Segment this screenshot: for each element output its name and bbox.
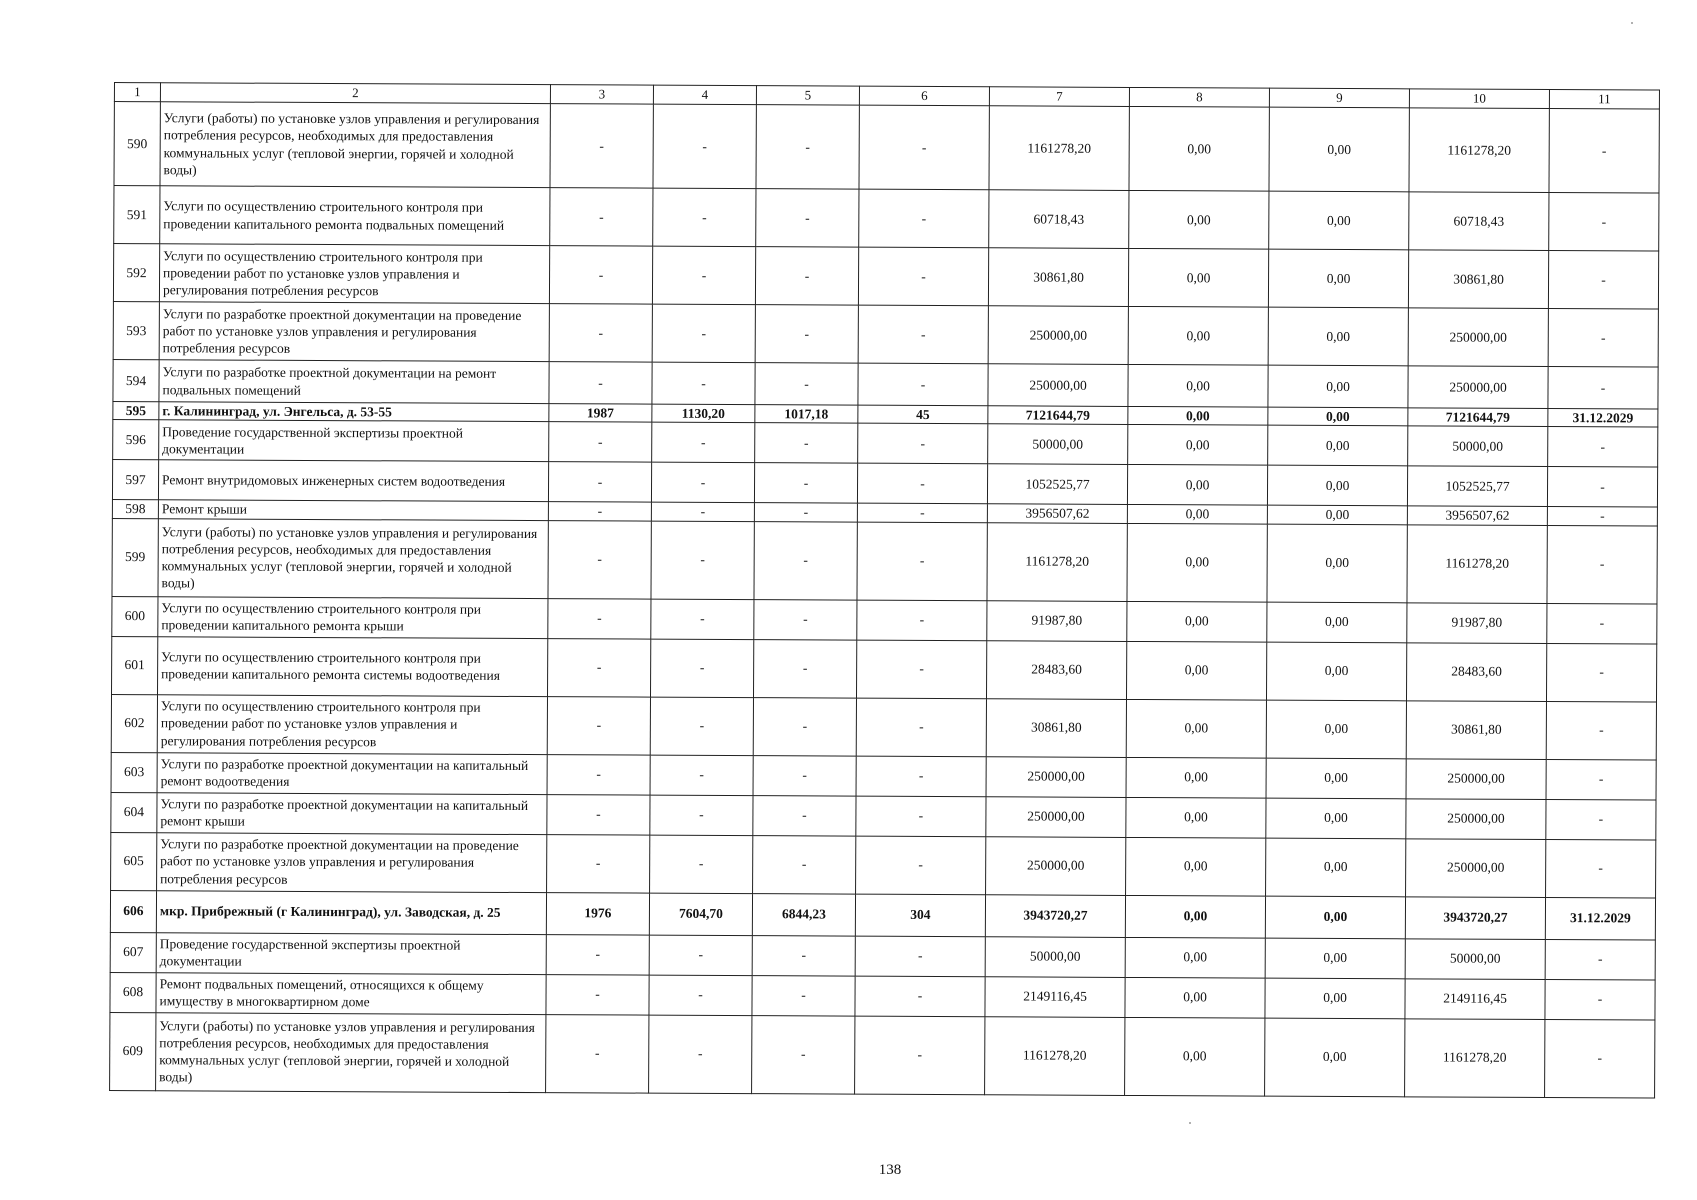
- cell-col-10: 1161278,20: [1409, 108, 1549, 193]
- cell-col-4: -: [651, 462, 754, 503]
- cell-col-11: -: [1546, 839, 1656, 898]
- cell-col-10: 1052525,77: [1407, 466, 1547, 507]
- cell-col-6: 304: [855, 894, 985, 937]
- cell-col-8: 0,00: [1126, 757, 1266, 798]
- cell-col-5: -: [753, 755, 856, 796]
- cell-col-11: -: [1549, 193, 1659, 252]
- cell-col-8: 0,00: [1125, 1017, 1265, 1096]
- cell-col-6: -: [857, 600, 987, 641]
- cell-col-5: 1017,18: [755, 405, 858, 424]
- table-row: [112, 518, 1657, 604]
- header-col-7: 7: [989, 87, 1129, 107]
- work-description: Ремонт внутридомовых инженерных систем водоотведения: [158, 460, 548, 502]
- cell-col-11: -: [1548, 309, 1658, 368]
- cell-col-4: -: [650, 795, 753, 836]
- table-row: [114, 102, 1659, 194]
- cell-col-11: -: [1545, 939, 1655, 980]
- cell-col-5: -: [752, 935, 855, 976]
- row-number: 590: [114, 102, 160, 186]
- cell-col-7: 250000,00: [988, 364, 1128, 407]
- cell-col-9: 0,00: [1268, 365, 1408, 408]
- cell-col-11: -: [1548, 251, 1658, 310]
- cell-col-9: 0,00: [1267, 524, 1407, 603]
- cell-col-8: 0,00: [1128, 248, 1268, 307]
- address-row: [110, 890, 1655, 940]
- cell-col-11: -: [1546, 799, 1656, 840]
- cell-col-9: 0,00: [1266, 642, 1406, 701]
- cell-col-9: 0,00: [1265, 978, 1405, 1019]
- cell-col-4: -: [649, 935, 752, 976]
- cell-col-11: -: [1546, 759, 1656, 800]
- cell-col-8: 0,00: [1128, 425, 1268, 466]
- cell-col-11: -: [1548, 367, 1658, 410]
- row-number: 600: [112, 596, 158, 636]
- row-number: 593: [113, 301, 159, 359]
- cell-col-7: 1052525,77: [987, 464, 1127, 505]
- cell-col-10: 30861,80: [1408, 250, 1548, 309]
- cell-col-4: 7604,70: [649, 893, 752, 936]
- cell-col-8: 0,00: [1126, 837, 1266, 896]
- table-body: [110, 102, 1660, 1098]
- cell-col-7: 7121644,79: [988, 406, 1128, 425]
- row-number: 595: [113, 401, 159, 419]
- cell-col-3: -: [547, 754, 650, 795]
- cell-col-6: -: [858, 363, 988, 406]
- work-description: Услуги по осуществлению строительного контроля при проведении работ по установке узлов управления и регулирования потребления ресурсов: [157, 694, 547, 754]
- work-description: Услуги по разработке проектной документации на капитальный ремонт водоотведения: [157, 752, 547, 794]
- cell-col-4: -: [651, 639, 754, 698]
- cell-col-11: -: [1545, 1019, 1655, 1098]
- row-number: 597: [112, 460, 158, 500]
- cell-col-7: 1161278,20: [985, 1016, 1125, 1095]
- cell-col-8: 0,00: [1126, 699, 1266, 758]
- cell-col-3: -: [550, 188, 653, 247]
- row-number: 596: [113, 420, 159, 460]
- cell-col-5: -: [755, 423, 858, 464]
- row-number: 599: [112, 518, 158, 596]
- work-description: Проведение государственной экспертизы проектной документации: [156, 932, 546, 974]
- cell-col-6: -: [859, 189, 989, 248]
- table-row: [113, 359, 1658, 409]
- table-row: [111, 694, 1656, 760]
- cell-col-5: -: [752, 975, 855, 1016]
- work-description: Услуги по осуществлению строительного контроля при проведении капитального ремонта системы водоотведения: [158, 636, 548, 696]
- cell-col-4: -: [651, 502, 754, 521]
- cell-col-4: -: [650, 755, 753, 796]
- cell-col-8: 0,00: [1125, 895, 1265, 938]
- cell-col-3: -: [550, 104, 653, 189]
- cell-col-3: -: [548, 520, 651, 599]
- work-description: г. Калининград, ул. Энгельса, д. 53-55: [159, 402, 549, 422]
- cell-col-3: -: [546, 934, 649, 975]
- cell-col-7: 250000,00: [986, 796, 1126, 837]
- cell-col-9: 0,00: [1268, 249, 1408, 308]
- cell-col-10: 250000,00: [1408, 308, 1548, 367]
- cell-col-6: 45: [858, 405, 988, 424]
- cell-col-3: 1987: [549, 404, 652, 423]
- cell-col-8: 0,00: [1127, 465, 1267, 506]
- cell-col-3: -: [547, 834, 650, 893]
- cell-col-4: 1130,20: [652, 404, 755, 423]
- cell-col-11: -: [1549, 109, 1659, 194]
- cell-col-8: 0,00: [1126, 641, 1266, 700]
- cell-col-7: 60718,43: [989, 190, 1129, 249]
- cell-col-5: -: [755, 247, 858, 306]
- header-col-2: 2: [160, 83, 550, 104]
- cell-col-8: 0,00: [1129, 106, 1269, 191]
- cell-col-4: -: [652, 422, 755, 463]
- cell-col-6: -: [855, 1016, 985, 1095]
- scan-speck: [1631, 22, 1633, 24]
- work-description: Услуги по осуществлению строительного контроля при проведении капитального ремонта крыши: [158, 596, 548, 638]
- row-number: 607: [110, 932, 156, 972]
- cell-col-6: -: [857, 522, 987, 601]
- cell-col-5: -: [756, 105, 859, 190]
- cell-col-4: -: [652, 304, 755, 363]
- row-number: 602: [111, 694, 157, 752]
- cell-col-10: 3956507,62: [1407, 506, 1547, 525]
- cell-col-5: -: [754, 463, 857, 504]
- cell-col-9: 0,00: [1267, 465, 1407, 506]
- cell-col-10: 50000,00: [1405, 938, 1545, 979]
- cell-col-5: -: [754, 521, 857, 600]
- work-description: Проведение государственной экспертизы проектной документации: [159, 420, 549, 462]
- cell-col-4: -: [651, 599, 754, 640]
- cell-col-5: -: [754, 639, 857, 698]
- cell-col-5: -: [753, 795, 856, 836]
- cell-col-3: -: [549, 362, 652, 405]
- header-col-4: 4: [653, 85, 756, 105]
- work-description: Ремонт подвальных помещений, относящихся к общему имуществу в многоквартирном доме: [156, 972, 546, 1014]
- row-number: 608: [110, 972, 156, 1012]
- work-description: Услуги по разработке проектной документации на проведение работ по установке узлов управления и регулирования потребления ресурсов: [157, 832, 547, 892]
- cell-col-3: -: [548, 462, 651, 503]
- cell-col-8: 0,00: [1125, 937, 1265, 978]
- cell-col-10: 28483,60: [1406, 642, 1546, 701]
- cell-col-6: -: [856, 796, 986, 837]
- cell-col-11: -: [1546, 701, 1656, 760]
- cell-col-9: 0,00: [1268, 425, 1408, 466]
- cell-col-9: 0,00: [1265, 896, 1405, 939]
- cell-col-3: -: [548, 598, 651, 639]
- cell-col-4: -: [652, 246, 755, 305]
- work-description: Услуги (работы) по установке узлов управления и регулирования потребления ресурсов, необходимых для предоставления коммунальных услуг (тепловой энергии, горячей и холодной воды): [156, 1012, 546, 1092]
- cell-col-6: -: [859, 105, 989, 190]
- cell-col-4: -: [650, 835, 753, 894]
- cell-col-6: -: [856, 698, 986, 757]
- cell-col-9: 0,00: [1266, 700, 1406, 759]
- cell-col-10: 3943720,27: [1405, 896, 1545, 939]
- cell-col-10: 250000,00: [1406, 838, 1546, 897]
- cell-col-11: -: [1547, 507, 1657, 526]
- header-col-9: 9: [1269, 88, 1409, 108]
- cell-col-4: -: [653, 104, 756, 189]
- cell-col-3: -: [549, 246, 652, 305]
- cell-col-7: 250000,00: [988, 306, 1128, 365]
- cell-col-3: -: [547, 794, 650, 835]
- cell-col-10: 30861,80: [1406, 700, 1546, 759]
- cell-col-7: 91987,80: [987, 600, 1127, 641]
- cell-col-6: -: [857, 463, 987, 504]
- cell-col-7: 50000,00: [985, 936, 1125, 977]
- cell-col-3: -: [549, 422, 652, 463]
- cell-col-5: -: [754, 503, 857, 522]
- work-description: Услуги по осуществлению строительного контроля при проведении работ по установке узлов управления и регулирования потребления ресурсов: [159, 244, 549, 304]
- header-col-6: 6: [859, 86, 989, 106]
- cell-col-9: 0,00: [1266, 758, 1406, 799]
- table-row: [113, 244, 1658, 310]
- header-col-8: 8: [1129, 87, 1269, 107]
- work-description: Услуги (работы) по установке узлов управления и регулирования потребления ресурсов, необходимых для предоставления коммунальных услуг (тепловой энергии, горячей и холодной воды): [158, 518, 548, 598]
- cell-col-11: -: [1545, 979, 1655, 1020]
- cell-col-11: -: [1547, 603, 1657, 644]
- cell-col-10: 60718,43: [1409, 192, 1549, 251]
- row-number: 605: [111, 832, 157, 890]
- cell-col-5: 6844,23: [752, 893, 855, 936]
- work-description: Ремонт крыши: [158, 500, 548, 520]
- cell-col-8: 0,00: [1128, 364, 1268, 407]
- cell-col-10: 7121644,79: [1408, 408, 1548, 427]
- cell-col-3: -: [547, 696, 650, 755]
- cell-col-7: 3956507,62: [987, 504, 1127, 523]
- cell-col-7: 250000,00: [986, 756, 1126, 797]
- cell-col-4: -: [649, 1015, 752, 1094]
- cell-col-6: -: [855, 936, 985, 977]
- cell-col-8: 0,00: [1129, 190, 1269, 249]
- work-description: Услуги по разработке проектной документации на капитальный ремонт крыши: [157, 792, 547, 834]
- row-number: 606: [110, 890, 156, 932]
- cell-col-10: 1161278,20: [1405, 1018, 1545, 1097]
- cell-col-4: -: [650, 697, 753, 756]
- capital-repair-table: [109, 82, 1660, 1098]
- cell-col-11: -: [1548, 427, 1658, 468]
- cell-col-5: -: [755, 363, 858, 406]
- cell-col-10: 1161278,20: [1407, 524, 1547, 603]
- cell-col-7: 1161278,20: [989, 106, 1129, 191]
- cell-col-8: 0,00: [1127, 505, 1267, 524]
- table-row: [114, 186, 1659, 252]
- work-description: мкр. Прибрежный (г Калининград), ул. Заводская, д. 25: [156, 890, 546, 934]
- cell-col-7: 1161278,20: [987, 522, 1127, 601]
- cell-col-9: 0,00: [1265, 1018, 1405, 1097]
- cell-col-3: -: [546, 974, 649, 1015]
- cell-col-6: -: [858, 305, 988, 364]
- cell-col-6: -: [858, 423, 988, 464]
- cell-col-9: 0,00: [1268, 307, 1408, 366]
- row-number: 594: [113, 359, 159, 401]
- work-description: Услуги (работы) по установке узлов управления и регулирования потребления ресурсов, необходимых для предоставления коммунальных услуг (тепловой энергии, горячей и холодной воды): [160, 102, 550, 188]
- header-col-1: 1: [114, 83, 160, 102]
- row-number: 604: [111, 792, 157, 832]
- cell-col-8: 0,00: [1128, 306, 1268, 365]
- cell-col-8: 0,00: [1125, 977, 1265, 1018]
- cell-col-9: 0,00: [1269, 191, 1409, 250]
- header-col-10: 10: [1409, 89, 1549, 109]
- cell-col-5: -: [753, 697, 856, 756]
- cell-col-9: 0,00: [1265, 938, 1405, 979]
- cell-col-11: -: [1546, 643, 1656, 702]
- cell-col-4: -: [651, 521, 754, 600]
- cell-col-10: 250000,00: [1406, 758, 1546, 799]
- cell-col-7: 3943720,27: [985, 894, 1125, 937]
- cell-col-5: -: [753, 835, 856, 894]
- cell-col-7: 28483,60: [986, 640, 1126, 699]
- scan-speck: [1189, 1122, 1191, 1124]
- cell-col-5: -: [755, 305, 858, 364]
- cell-col-5: -: [756, 189, 859, 248]
- work-description: Услуги по разработке проектной документации на проведение работ по установке узлов управления и регулирования потребления ресурсов: [159, 302, 549, 362]
- cell-col-11: 31.12.2029: [1548, 409, 1658, 428]
- cell-col-9: 0,00: [1267, 602, 1407, 643]
- table-row: [113, 301, 1658, 367]
- cell-col-9: 0,00: [1268, 407, 1408, 426]
- cell-col-10: 250000,00: [1406, 798, 1546, 839]
- cell-col-6: -: [857, 640, 987, 699]
- cell-col-8: 0,00: [1127, 601, 1267, 642]
- table-row: [110, 1012, 1655, 1098]
- cell-col-7: 250000,00: [986, 836, 1126, 895]
- cell-col-6: -: [856, 756, 986, 797]
- cell-col-10: 50000,00: [1408, 426, 1548, 467]
- cell-col-9: 0,00: [1266, 798, 1406, 839]
- cell-col-3: 1976: [546, 892, 649, 935]
- work-description: Услуги по осуществлению строительного контроля при проведении капитального ремонта подвальных помещений: [160, 186, 550, 246]
- work-description: Услуги по разработке проектной документации на ремонт подвальных помещений: [159, 360, 549, 404]
- cell-col-4: -: [649, 975, 752, 1016]
- row-number: 592: [113, 244, 159, 302]
- cell-col-8: 0,00: [1127, 523, 1267, 602]
- row-number: 601: [112, 636, 158, 694]
- header-col-11: 11: [1549, 90, 1659, 110]
- cell-col-8: 0,00: [1126, 797, 1266, 838]
- cell-col-11: -: [1547, 467, 1657, 508]
- table-row: [112, 636, 1657, 702]
- cell-col-10: 2149116,45: [1405, 978, 1545, 1019]
- cell-col-6: -: [856, 836, 986, 895]
- header-col-3: 3: [550, 85, 653, 105]
- cell-col-8: 0,00: [1128, 406, 1268, 425]
- cell-col-5: -: [754, 599, 857, 640]
- cell-col-7: 30861,80: [988, 248, 1128, 307]
- row-number: 591: [114, 186, 160, 244]
- table-row: [111, 832, 1656, 898]
- row-number: 603: [111, 752, 157, 792]
- cell-col-9: 0,00: [1266, 838, 1406, 897]
- page-number: 138: [878, 1162, 902, 1178]
- cell-col-11: 31.12.2029: [1545, 897, 1655, 940]
- row-number: 609: [110, 1012, 156, 1090]
- row-number: 598: [112, 500, 158, 518]
- cell-col-3: -: [548, 502, 651, 521]
- cell-col-4: -: [653, 188, 756, 247]
- cell-col-11: -: [1547, 525, 1657, 604]
- cell-col-4: -: [652, 362, 755, 405]
- cell-col-9: 0,00: [1267, 505, 1407, 524]
- cell-col-6: -: [858, 247, 988, 306]
- cell-col-3: -: [549, 304, 652, 363]
- cell-col-9: 0,00: [1269, 107, 1409, 192]
- cell-col-10: 91987,80: [1407, 602, 1547, 643]
- cell-col-7: 50000,00: [988, 424, 1128, 465]
- cell-col-7: 30861,80: [986, 698, 1126, 757]
- cell-col-6: -: [855, 976, 985, 1017]
- cell-col-5: -: [752, 1015, 855, 1094]
- header-col-5: 5: [756, 86, 859, 106]
- cell-col-10: 250000,00: [1408, 366, 1548, 409]
- cell-col-3: -: [548, 638, 651, 697]
- cell-col-3: -: [546, 1014, 649, 1093]
- cell-col-6: -: [857, 503, 987, 522]
- cell-col-7: 2149116,45: [985, 976, 1125, 1017]
